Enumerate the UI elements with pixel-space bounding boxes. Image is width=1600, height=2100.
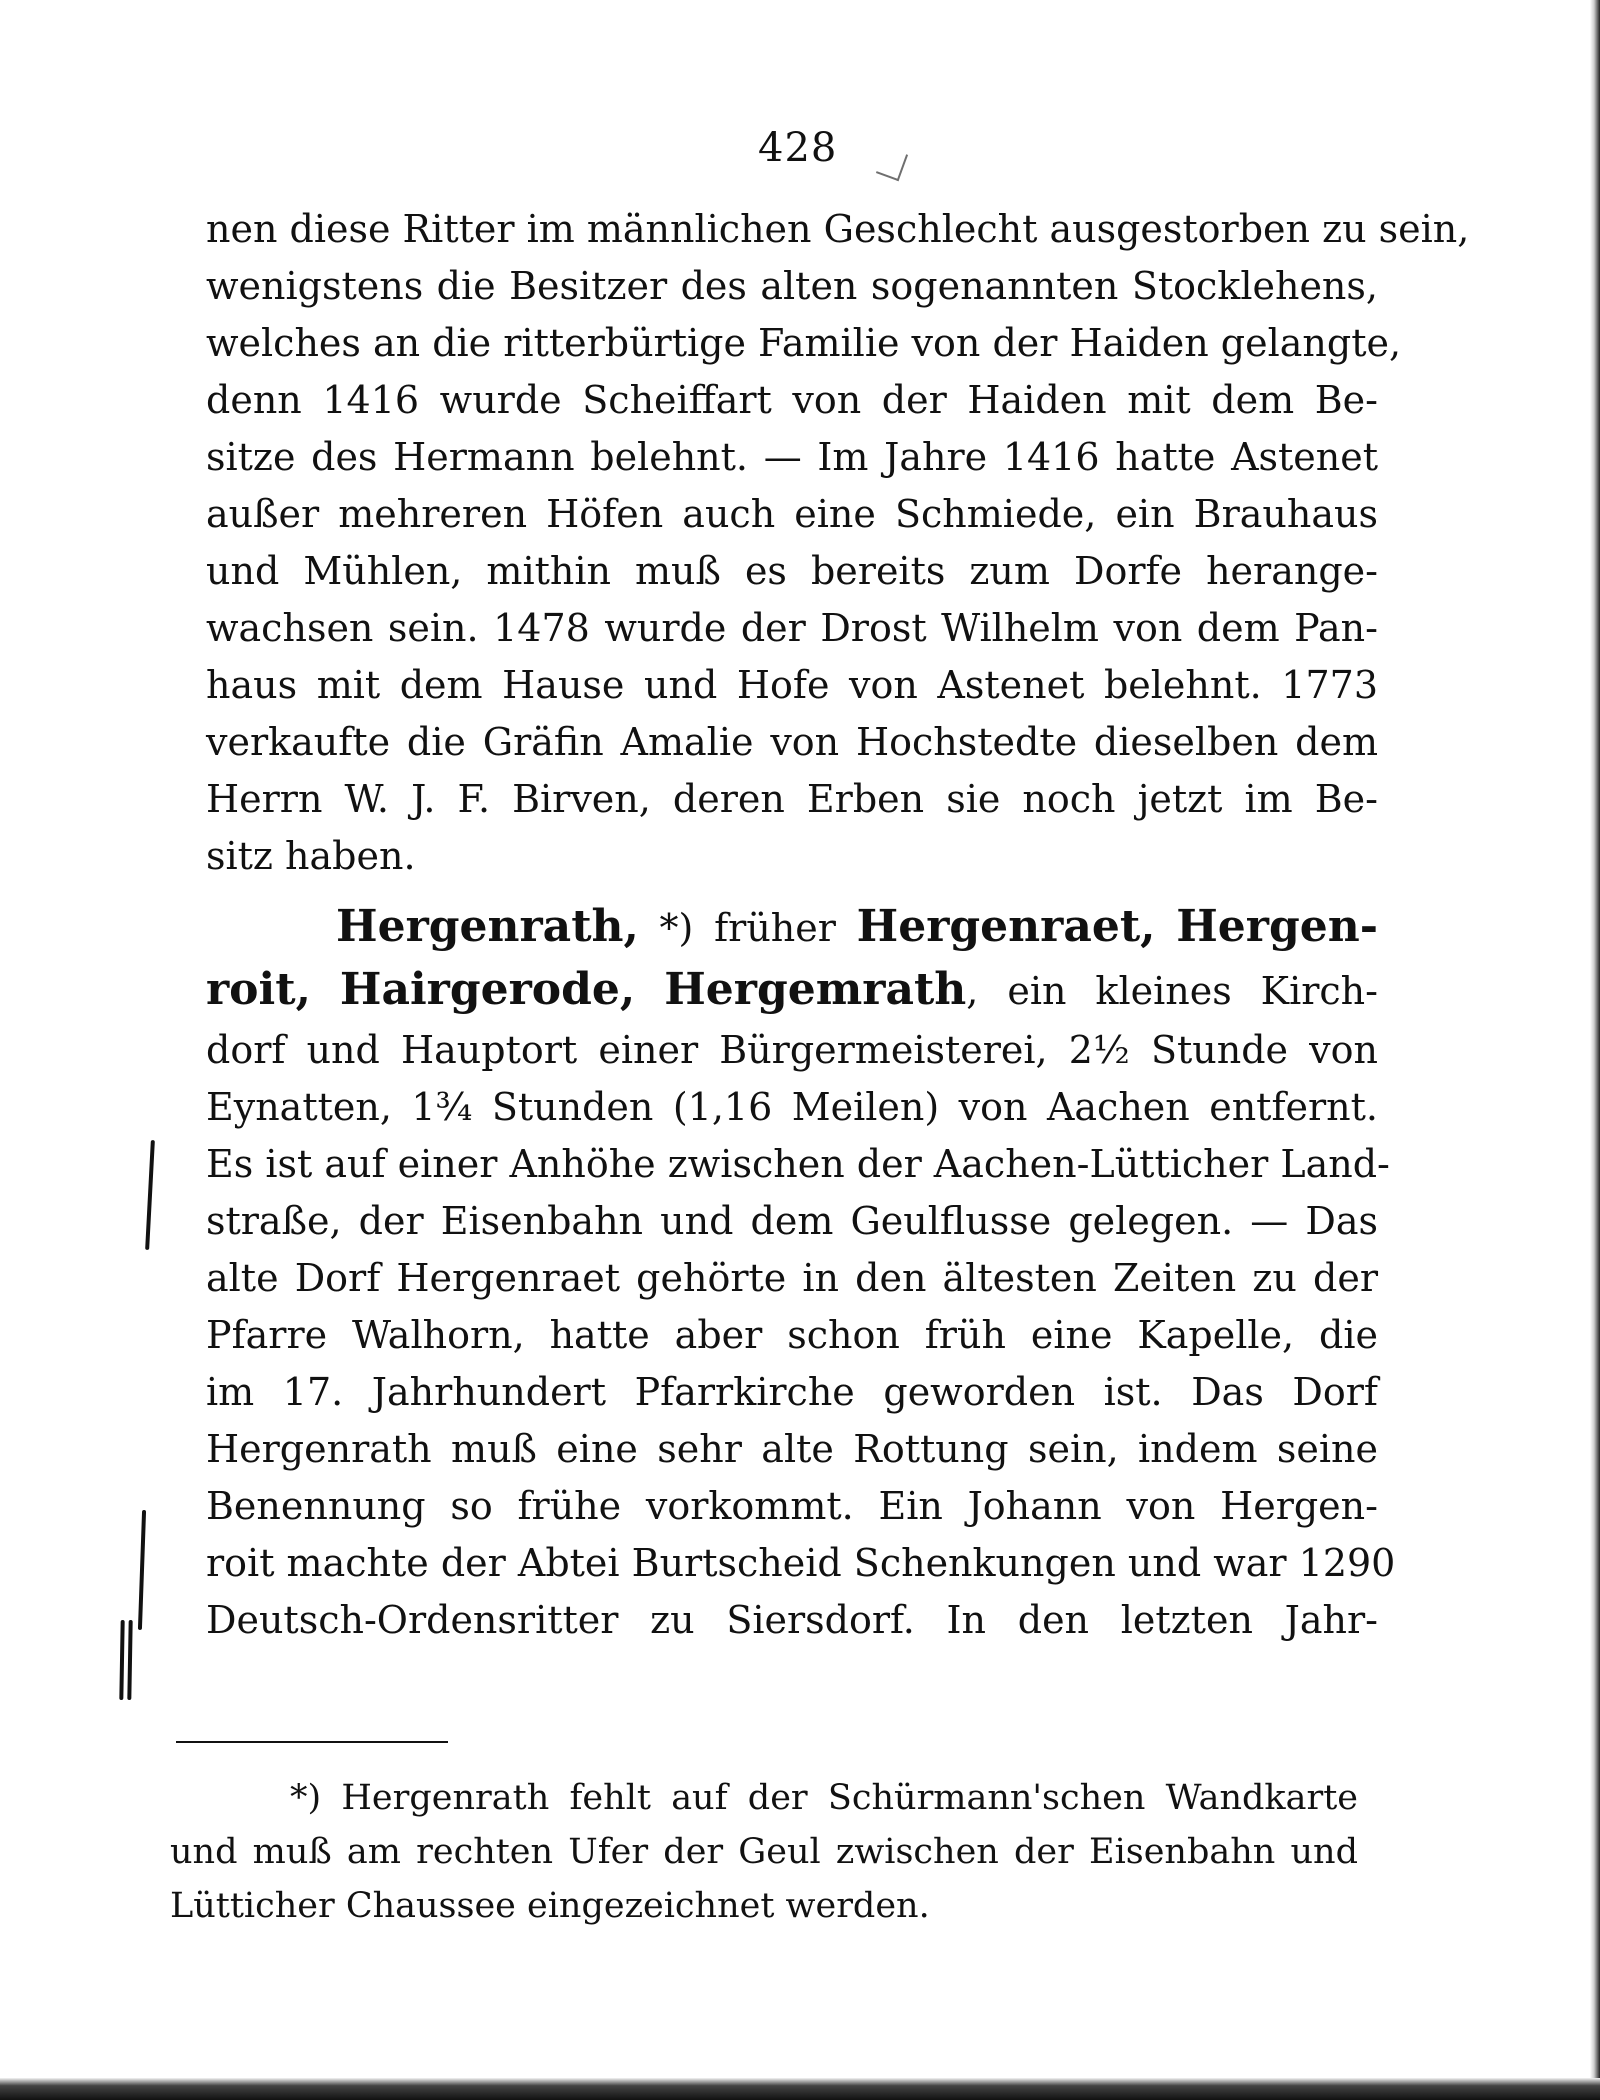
section-line: Es ist auf einer Anhöhe zwischen der Aachen-Lütticher Land- [206, 1142, 1390, 1186]
margin-pencil-mark [127, 1620, 132, 1700]
section-line: Benennung so frühe vorkommt. Ein Johann von Hergen- [206, 1484, 1378, 1528]
section-heading-line-2 [206, 964, 1378, 1015]
body-line: wachsen sein. 1478 wurde der Drost Wilhelm von dem Pan- [206, 606, 1378, 650]
margin-pencil-mark [145, 1140, 155, 1250]
place-name-variant: roit, [206, 964, 311, 1015]
place-name-variant: Hairgerode, [339, 964, 636, 1015]
body-line: nen diese Ritter im männlichen Geschlecht ausgestorben zu sein, [206, 207, 1470, 251]
footnote-separator-rule [176, 1741, 448, 1743]
section-line: Pfarre Walhorn, hatte aber schon früh eine Kapelle, die [206, 1313, 1378, 1357]
section-text: , ein kleines Kirch- [966, 969, 1378, 1013]
place-name-variant: Hergemrath [664, 964, 967, 1015]
margin-pencil-mark [119, 1620, 124, 1700]
section-line: Deutsch-Ordensritter zu Siersdorf. In den letzten Jahr- [206, 1598, 1378, 1642]
section-line: alte Dorf Hergenraet gehörte in den ältesten Zeiten zu der [206, 1256, 1378, 1300]
section-line: Eynatten, 1¾ Stunden (1,16 Meilen) von Aachen entfernt. [206, 1085, 1378, 1129]
footnote-marker: *) [659, 906, 694, 950]
body-line: sitze des Hermann belehnt. — Im Jahre 1416 hatte Astenet [206, 435, 1378, 479]
place-name-variant: Hergenraet, [856, 901, 1156, 952]
section-heading-line [336, 901, 1378, 952]
body-line: haus mit dem Hause und Hofe von Astenet belehnt. 1773 [206, 663, 1378, 707]
page-number: 428 [758, 125, 838, 171]
footnote-line: und muß am rechten Ufer der Geul zwischen der Eisenbahn und [170, 1832, 1358, 1872]
body-line: denn 1416 wurde Scheiffart von der Haiden mit dem Be- [206, 378, 1378, 422]
place-name: Hergenrath, [336, 901, 639, 952]
body-line: verkaufte die Gräfin Amalie von Hochstedte dieselben dem [206, 720, 1378, 764]
margin-pencil-mark [138, 1510, 146, 1630]
body-line: und Mühlen, mithin muß es bereits zum Dorfe herange- [206, 549, 1378, 593]
section-line: im 17. Jahrhundert Pfarrkirche geworden ist. Das Dorf [206, 1370, 1378, 1414]
body-line: wenigstens die Besitzer des alten sogenannten Stocklehens, [206, 264, 1378, 308]
page-bottom-edge-shadow [0, 2078, 1600, 2100]
pencil-tick-mark [876, 147, 908, 182]
section-line: Hergenrath muß eine sehr alte Rottung sein, indem seine [206, 1427, 1378, 1471]
section-line: straße, der Eisenbahn und dem Geulflusse gelegen. — Das [206, 1199, 1378, 1243]
body-line: sitz haben. [206, 834, 416, 878]
footnote-line: *) Hergenrath fehlt auf der Schürmann'schen Wandkarte [290, 1778, 1358, 1818]
body-line: Herrn W. J. F. Birven, deren Erben sie noch jetzt im Be- [206, 777, 1378, 821]
footnote-line: Lütticher Chaussee eingezeichnet werden. [170, 1886, 930, 1926]
place-name-variant: Hergen- [1176, 901, 1378, 952]
section-line: dorf und Hauptort einer Bürgermeisterei, 2½ Stunde von [206, 1028, 1378, 1072]
section-line: roit machte der Abtei Burtscheid Schenkungen und war 1290 [206, 1541, 1396, 1585]
section-text: früher [714, 906, 836, 950]
page-right-edge-shadow [1590, 0, 1600, 2100]
body-line: welches an die ritterbürtige Familie von der Haiden gelangte, [206, 321, 1402, 365]
body-line: außer mehreren Höfen auch eine Schmiede, ein Brauhaus [206, 492, 1378, 536]
